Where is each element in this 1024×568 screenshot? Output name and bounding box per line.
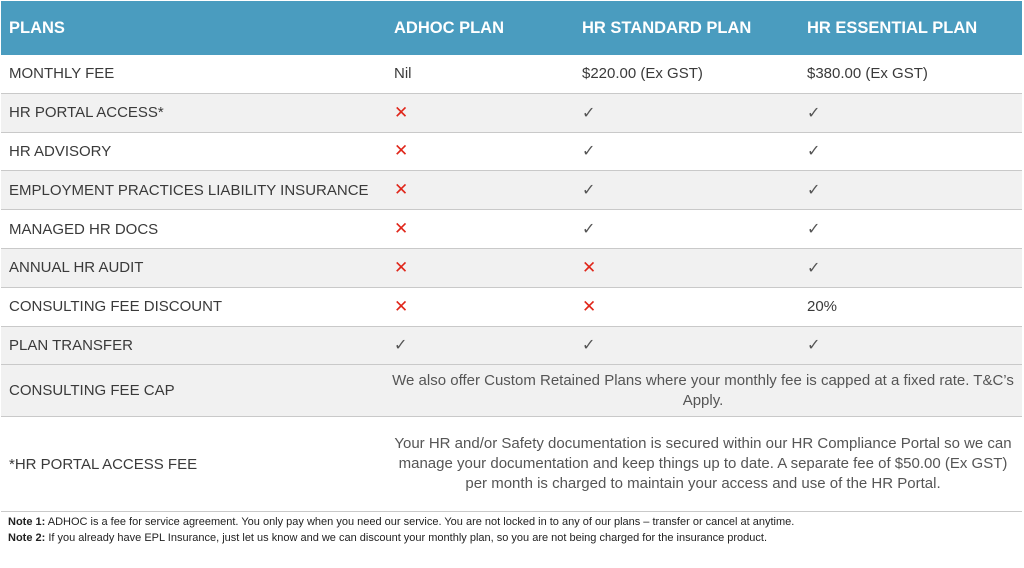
included-cell — [574, 219, 799, 239]
check-icon: ✓ — [807, 221, 821, 239]
row-label: CONSULTING FEE DISCOUNT — [9, 298, 223, 316]
cross-icon: ✕ — [394, 141, 409, 161]
check-icon: ✓ — [582, 182, 596, 200]
check-icon: ✓ — [807, 143, 821, 161]
check-icon: ✓ — [582, 143, 596, 161]
not-included-cell — [386, 219, 574, 239]
cross-icon: ✕ — [394, 296, 409, 316]
cross-icon: ✕ — [394, 102, 409, 122]
header-hr-standard-plan: HR STANDARD PLAN — [582, 18, 752, 37]
cross-icon: ✕ — [394, 180, 409, 200]
not-included-cell — [574, 297, 799, 317]
table-header — [1, 1, 1022, 55]
included-cell — [574, 180, 799, 200]
fee-cap-label: CONSULTING FEE CAP — [9, 382, 175, 400]
note-1-text: ADHOC is a fee for service agreement. You only pay when you need our service. You are not locked in to any of our plans – transfer or cancel at anytime. — [45, 516, 795, 528]
cross-icon: ✕ — [582, 257, 597, 277]
value-text: $220.00 (Ex GST) — [582, 65, 703, 83]
plans-table — [1, 1, 1022, 512]
cross-icon: ✕ — [582, 296, 597, 316]
table-row — [1, 327, 1022, 366]
included-cell — [799, 258, 1022, 278]
included-cell — [799, 180, 1022, 200]
not-included-cell — [386, 297, 574, 317]
not-included-cell — [386, 258, 574, 278]
portal-fee-label: *HR PORTAL ACCESS FEE — [9, 455, 198, 473]
table-row — [1, 288, 1022, 327]
header-adhoc-plan: ADHOC PLAN — [394, 18, 504, 37]
notes — [8, 514, 1018, 546]
check-icon: ✓ — [807, 337, 821, 355]
included-cell — [799, 103, 1022, 123]
value-cell — [799, 65, 1022, 82]
table-row — [1, 249, 1022, 288]
note-1 — [8, 514, 1018, 530]
included-cell — [574, 103, 799, 123]
check-icon: ✓ — [394, 337, 408, 355]
check-icon: ✓ — [807, 104, 821, 122]
note-2-text: If you already have EPL Insurance, just let us know and we can discount your monthly plan, so you are not being charged for the insurance product. — [45, 532, 768, 544]
value-cell — [574, 65, 799, 82]
note-2 — [8, 530, 1018, 546]
note-2-label: Note 2: — [8, 532, 46, 544]
check-icon: ✓ — [582, 221, 596, 239]
portal-fee-row — [1, 417, 1022, 512]
cross-icon: ✕ — [394, 219, 409, 239]
header-hr-essential-plan: HR ESSENTIAL PLAN — [807, 18, 978, 37]
table-row — [1, 171, 1022, 210]
fee-cap-text: We also offer Custom Retained Plans where your monthly fee is capped at a fixed rate. T&C’s Apply. — [392, 371, 1014, 409]
included-cell — [386, 335, 574, 355]
check-icon: ✓ — [807, 182, 821, 200]
included-cell — [799, 219, 1022, 239]
table-row — [1, 133, 1022, 172]
check-icon: ✓ — [582, 104, 596, 122]
value-text: $380.00 (Ex GST) — [807, 65, 928, 83]
not-included-cell — [386, 180, 574, 200]
check-icon: ✓ — [807, 259, 821, 277]
header-plans: PLANS — [9, 18, 65, 37]
row-label: PLAN TRANSFER — [9, 336, 133, 354]
row-label: ANNUAL HR AUDIT — [9, 259, 144, 277]
portal-fee-text: Your HR and/or Safety documentation is secured within our HR Compliance Portal so we can manage your documentation and keep things up to date. A separate fee of $50.00 (Ex GST) per month is charged to maintain your access and use of the HR Portal. — [394, 435, 1012, 493]
value-cell — [799, 298, 1022, 315]
included-cell — [799, 141, 1022, 161]
included-cell — [799, 335, 1022, 355]
check-icon: ✓ — [582, 337, 596, 355]
fee-cap-row — [1, 365, 1022, 417]
table-row — [1, 210, 1022, 249]
row-label: HR PORTAL ACCESS* — [9, 104, 164, 122]
not-included-cell — [574, 258, 799, 278]
table-row — [1, 94, 1022, 133]
row-label: HR ADVISORY — [9, 142, 112, 160]
row-label: EMPLOYMENT PRACTICES LIABILITY INSURANCE — [9, 181, 369, 199]
not-included-cell — [386, 141, 574, 161]
included-cell — [574, 141, 799, 161]
table-row — [1, 55, 1022, 94]
value-text: Nil — [394, 65, 412, 83]
row-label: MANAGED HR DOCS — [9, 220, 159, 238]
note-1-label: Note 1: — [8, 516, 46, 528]
not-included-cell — [386, 103, 574, 123]
cross-icon: ✕ — [394, 257, 409, 277]
row-label: MONTHLY FEE — [9, 65, 115, 83]
included-cell — [574, 335, 799, 355]
value-cell — [386, 65, 574, 82]
value-text: 20% — [807, 298, 838, 316]
